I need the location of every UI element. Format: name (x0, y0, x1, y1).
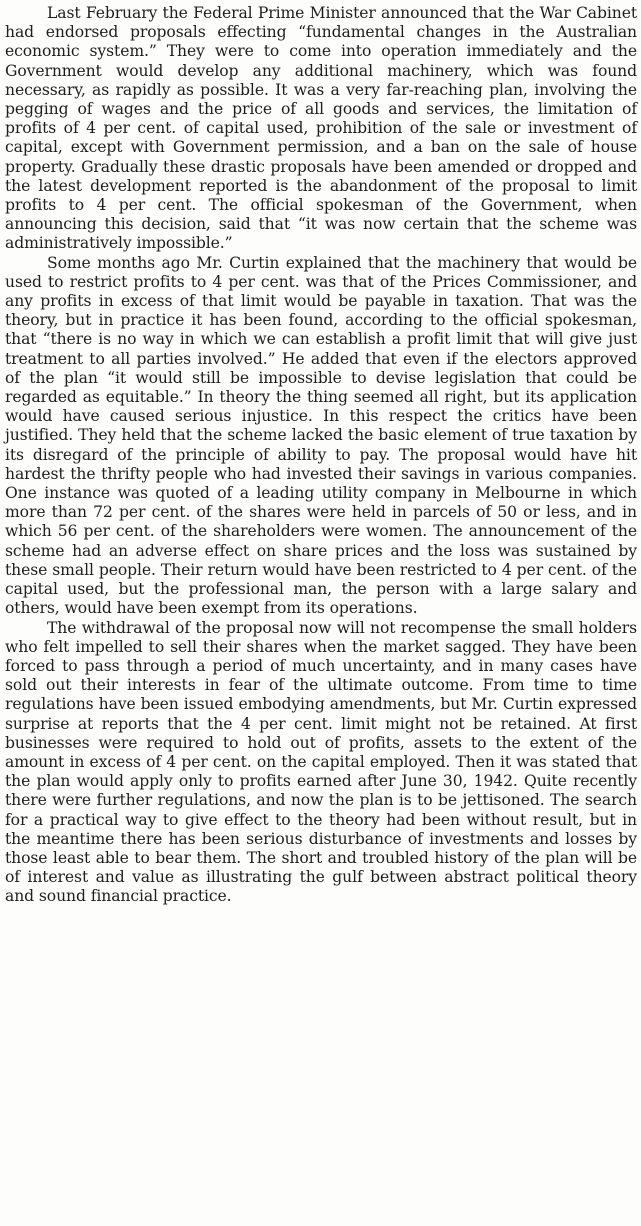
article-body (5, 4, 637, 907)
article-paragraph-1: Last February the Federal Prime Minister announced that the War Cabinet had endorsed proposals effecting “fundamental changes in the Australian economic system.” They were to come into operation immediately and the Government would develop any additional machinery, which was found necessary, as rapidly as possible. It was a very far-reaching plan, involving the pegging of wages and the price of all goods and services, the limitation of profits of 4 per cent. of capital used, prohibition of the sale or investment of capital, except with Government permission, and a ban on the sale of house property. Gradually these drastic proposals have been amended or dropped and the latest development reported is the abandonment of the proposal to limit profits to 4 per cent. The official spokesman of the Government, when announcing this decision, said that “it was now certain that the scheme was administratively impossible.” (5, 4, 637, 253)
article-paragraph-2: Some months ago Mr. Curtin explained that the machinery that would be used to restrict profits to 4 per cent. was that of the Prices Commissioner, and any profits in excess of that limit would be payable in taxation. That was the theory, but in practice it has been found, according to the official spokesman, that “there is no way in which we can establish a profit limit that will give just treatment to all parties involved.” He added that even if the electors approved of the plan “it would still be impossible to devise legislation that could be regarded as equitable.” In theory the thing seemed all right, but its application would have caused serious injustice. In this respect the critics have been justified. They held that the scheme lacked the basic element of true taxation by its disregard of the principle of ability to pay. The proposal would have hit hardest the thrifty people who had invested their savings in various companies. One instance was quoted of a leading utility company in Melbourne in which more than 72 per cent. of the shares were held in parcels of 50 or less, and in which 56 per cent. of the shareholders were women. The announcement of the scheme had an adverse effect on share prices and the loss was sustained by these small people. Their return would have been restricted to 4 per cent. of the capital used, but the professional man, the person with a large salary and others, would have been exempt from its operations. (5, 253, 637, 618)
article-paragraph-3: The withdrawal of the proposal now will not recompense the small holders who felt impelled to sell their shares when the market sagged. They have been forced to pass through a period of much uncertainty, and in many cases have sold out their interests in fear of the ultimate outcome. From time to time regulations have been issued embodying amendments, but Mr. Curtin expressed surprise at reports that the 4 per cent. limit might not be retained. At first businesses were required to hold out of profits, assets to the extent of the amount in excess of 4 per cent. on the capital employed. Then it was stated that the plan would apply only to profits earned after June 30, 1942. Quite recently there were further regulations, and now the plan is to be jettisoned. The search for a practical way to give effect to the theory had been without result, but in the meantime there has been serious disturbance of investments and losses by those least able to bear them. The short and troubled history of the plan will be of interest and value as illustrating the gulf between abstract political theory and sound financial practice. (5, 618, 637, 906)
